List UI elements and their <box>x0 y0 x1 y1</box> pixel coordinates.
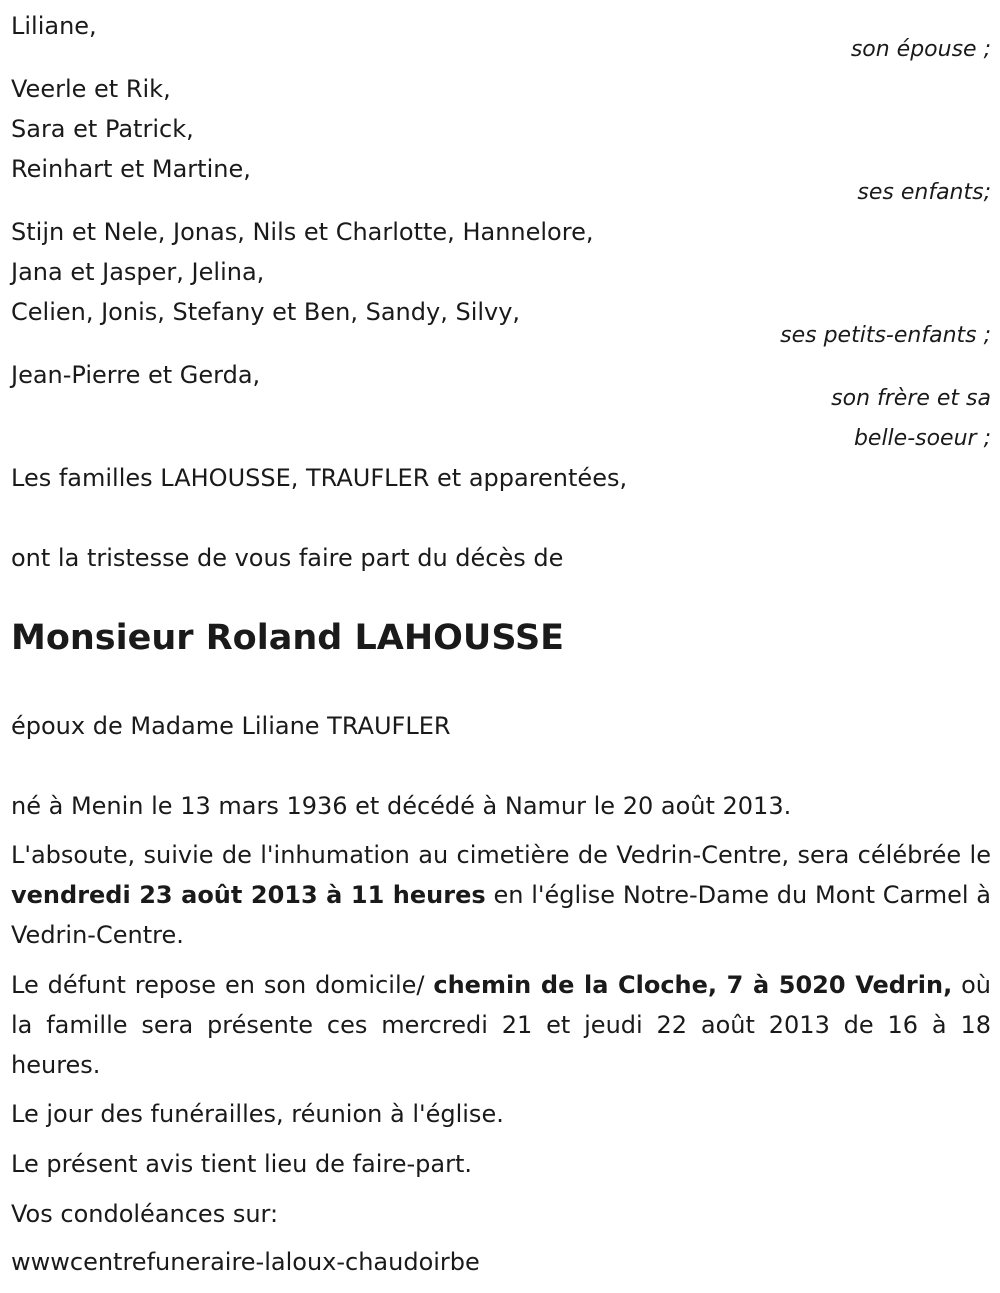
child-line: Reinhart et Martine, <box>11 155 251 183</box>
child-line: Sara et Patrick, <box>11 115 194 143</box>
children-role: ses enfants; <box>857 180 991 205</box>
ceremony-date: vendredi 23 août 2013 à 11 heures <box>11 881 486 909</box>
notice-text: Le présent avis tient lieu de faire-part. <box>11 1150 473 1178</box>
rest-text-end: où la famille sera présente ces mercredi 21 et jeudi 22 août 2013 de 16 à 18 heures. <box>11 971 991 1079</box>
intro-text: ont la tristesse de vous faire part du décès de <box>11 544 564 572</box>
birth-death-text: né à Menin le 13 mars 1936 et décédé à Namur le 20 août 2013. <box>11 792 792 820</box>
child-line: Veerle et Rik, <box>11 75 171 103</box>
rest-text-start: Le défunt repose en son domicile/ <box>11 971 434 999</box>
sibling-line: Jean-Pierre et Gerda, <box>11 361 261 389</box>
condolences-url: wwwcentrefuneraire-laloux-chaudoirbe <box>11 1248 480 1276</box>
grandchildren-line: Celien, Jonis, Stefany et Ben, Sandy, Silvy, <box>11 298 521 326</box>
deceased-name: Monsieur Roland LAHOUSSE <box>11 618 565 658</box>
spouse-name: Liliane, <box>11 12 97 40</box>
spouse-of-text: époux de Madame Liliane TRAUFLER <box>11 712 451 740</box>
grandchildren-line: Jana et Jasper, Jelina, <box>11 258 265 286</box>
families-line: Les familles LAHOUSSE, TRAUFLER et apparentées, <box>11 464 628 492</box>
ceremony-text-end: en l'église Notre-Dame du Mont Carmel à Vedrin-Centre. <box>11 881 992 949</box>
grandchildren-role: ses petits-enfants ; <box>780 323 991 348</box>
grandchildren-line: Stijn et Nele, Jonas, Nils et Charlotte, Hannelore, <box>11 218 594 246</box>
spouse-role: son épouse ; <box>850 37 991 62</box>
obituary-notice <box>11 0 991 1293</box>
rest-paragraph <box>11 965 991 1085</box>
condolences-label: Vos condoléances sur: <box>11 1200 279 1228</box>
funeral-day-text: Le jour des funérailles, réunion à l'église. <box>11 1100 504 1128</box>
sibling-role-line-1: son frère et sa <box>831 386 991 411</box>
ceremony-text-start: L'absoute, suivie de l'inhumation au cimetière de Vedrin-Centre, sera célébrée le <box>11 841 991 869</box>
rest-address: chemin de la Cloche, 7 à 5020 Vedrin, <box>433 971 953 999</box>
ceremony-paragraph <box>11 835 991 955</box>
sibling-role-line-2: belle-soeur ; <box>853 426 991 451</box>
